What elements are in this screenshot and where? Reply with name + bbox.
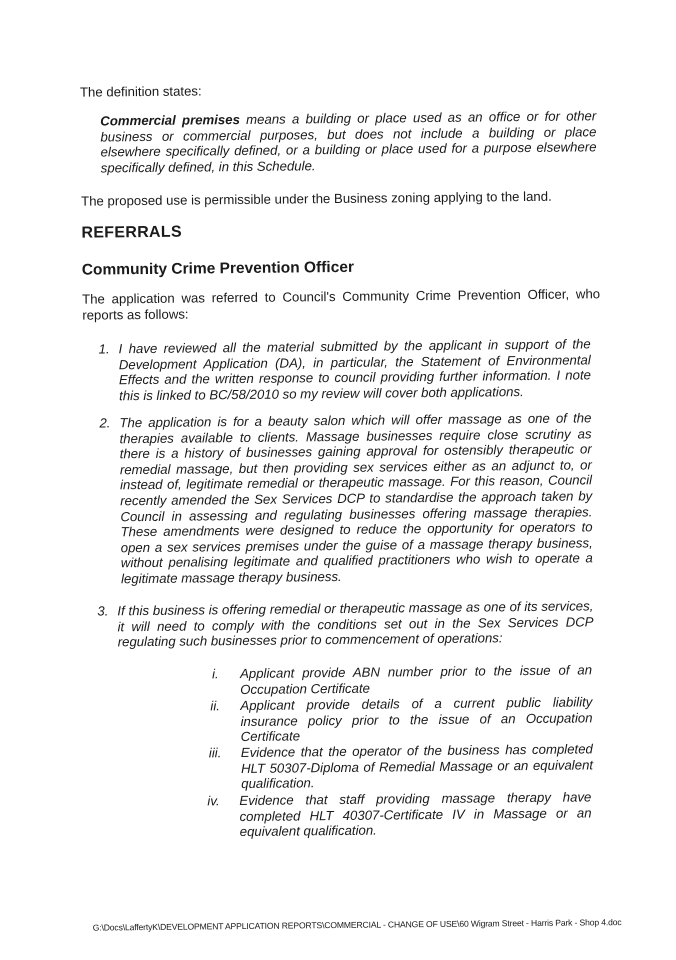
permissible-text: The proposed use is permissible under the Business zoning applying to the land.	[81, 188, 552, 209]
condition-text: Evidence that staff providing massage therapy have completed HLT 40307-Certificate IV in Massage or an equivalent qualification.	[239, 789, 592, 840]
application-text: The application was referred to Council's Community Crime Prevention Officer, who reports as follows:	[82, 286, 601, 323]
file-path-footer: G:\Docs\LaffertyK\DEVELOPMENT APPLICATION REPORTS\COMMERCIAL - CHANGE OF USE\60 Wigram Street - Harris Park - Shop 4.doc	[92, 917, 622, 933]
condition-text: Applicant provide ABN number prior to the issue of an Occupation Certificate	[239, 662, 593, 697]
definition-term: Commercial premises	[100, 112, 240, 129]
referrals-heading: REFERRALS	[81, 223, 182, 242]
condition-number: ii.	[210, 698, 220, 714]
definition-text: means a building or place used as an office or for other business or commercial purposes, but does not include a building or place elsewhere specifically defined, or a building or place used for a purpose elsewhere specifically defined, in this Schedule.	[100, 108, 597, 176]
officer-heading: Community Crime Prevention Officer	[81, 258, 355, 279]
item-number: 1.	[98, 341, 110, 357]
condition-number: iii.	[208, 745, 222, 761]
item-text: If this business is offering remedial or therapeutic massage as one of its services, it will need to comply with the conditions set out in the Sex Services DCP regulating such businesses prior to commencement of operations:	[117, 598, 594, 650]
condition-text: Evidence that the operator of the business has completed HLT 50307-Diploma of Remedial Massage or an equivalent qualification.	[240, 741, 594, 792]
item-text: The application is for a beauty salon which will offer massage as one of the therapies available to clients. Massage businesses require close scrutiny as there is a history of businesses gaining approval for ostensibly therapeutic or remedial massage, but then providing sex services either as an adjunct to, or instead of, legitimate remedial or therapeutic massage. For this reason, Council recently amended the Sex Services DCP to standardise the approach taken by Council in assessing and regulating businesses offering massage therapies. These amendments were designed to reduce the opportunity for operators to open a sex services premises under the guise of a massage therapy business, without penalising legitimate and qualified practitioners who wish to operate a legitimate massage therapy business.	[119, 410, 593, 587]
definition-quote	[100, 108, 597, 176]
condition-number: i.	[211, 666, 219, 682]
condition-text: Applicant provide details of a current public liability insurance policy prior to the issue of an Occupation Certificate	[240, 694, 593, 745]
intro-text: The definition states:	[79, 83, 202, 100]
item-text: I have reviewed all the material submitted by the applicant in support of the Development Application (DA), in particular, the Statement of Environmental Effects and the written response to council providing further information. I note this is linked to BC/58/2010 so my review will cover both applications.	[118, 336, 592, 404]
item-number: 3.	[97, 603, 109, 619]
item-number: 2.	[99, 415, 111, 431]
condition-number: iv.	[207, 793, 220, 809]
